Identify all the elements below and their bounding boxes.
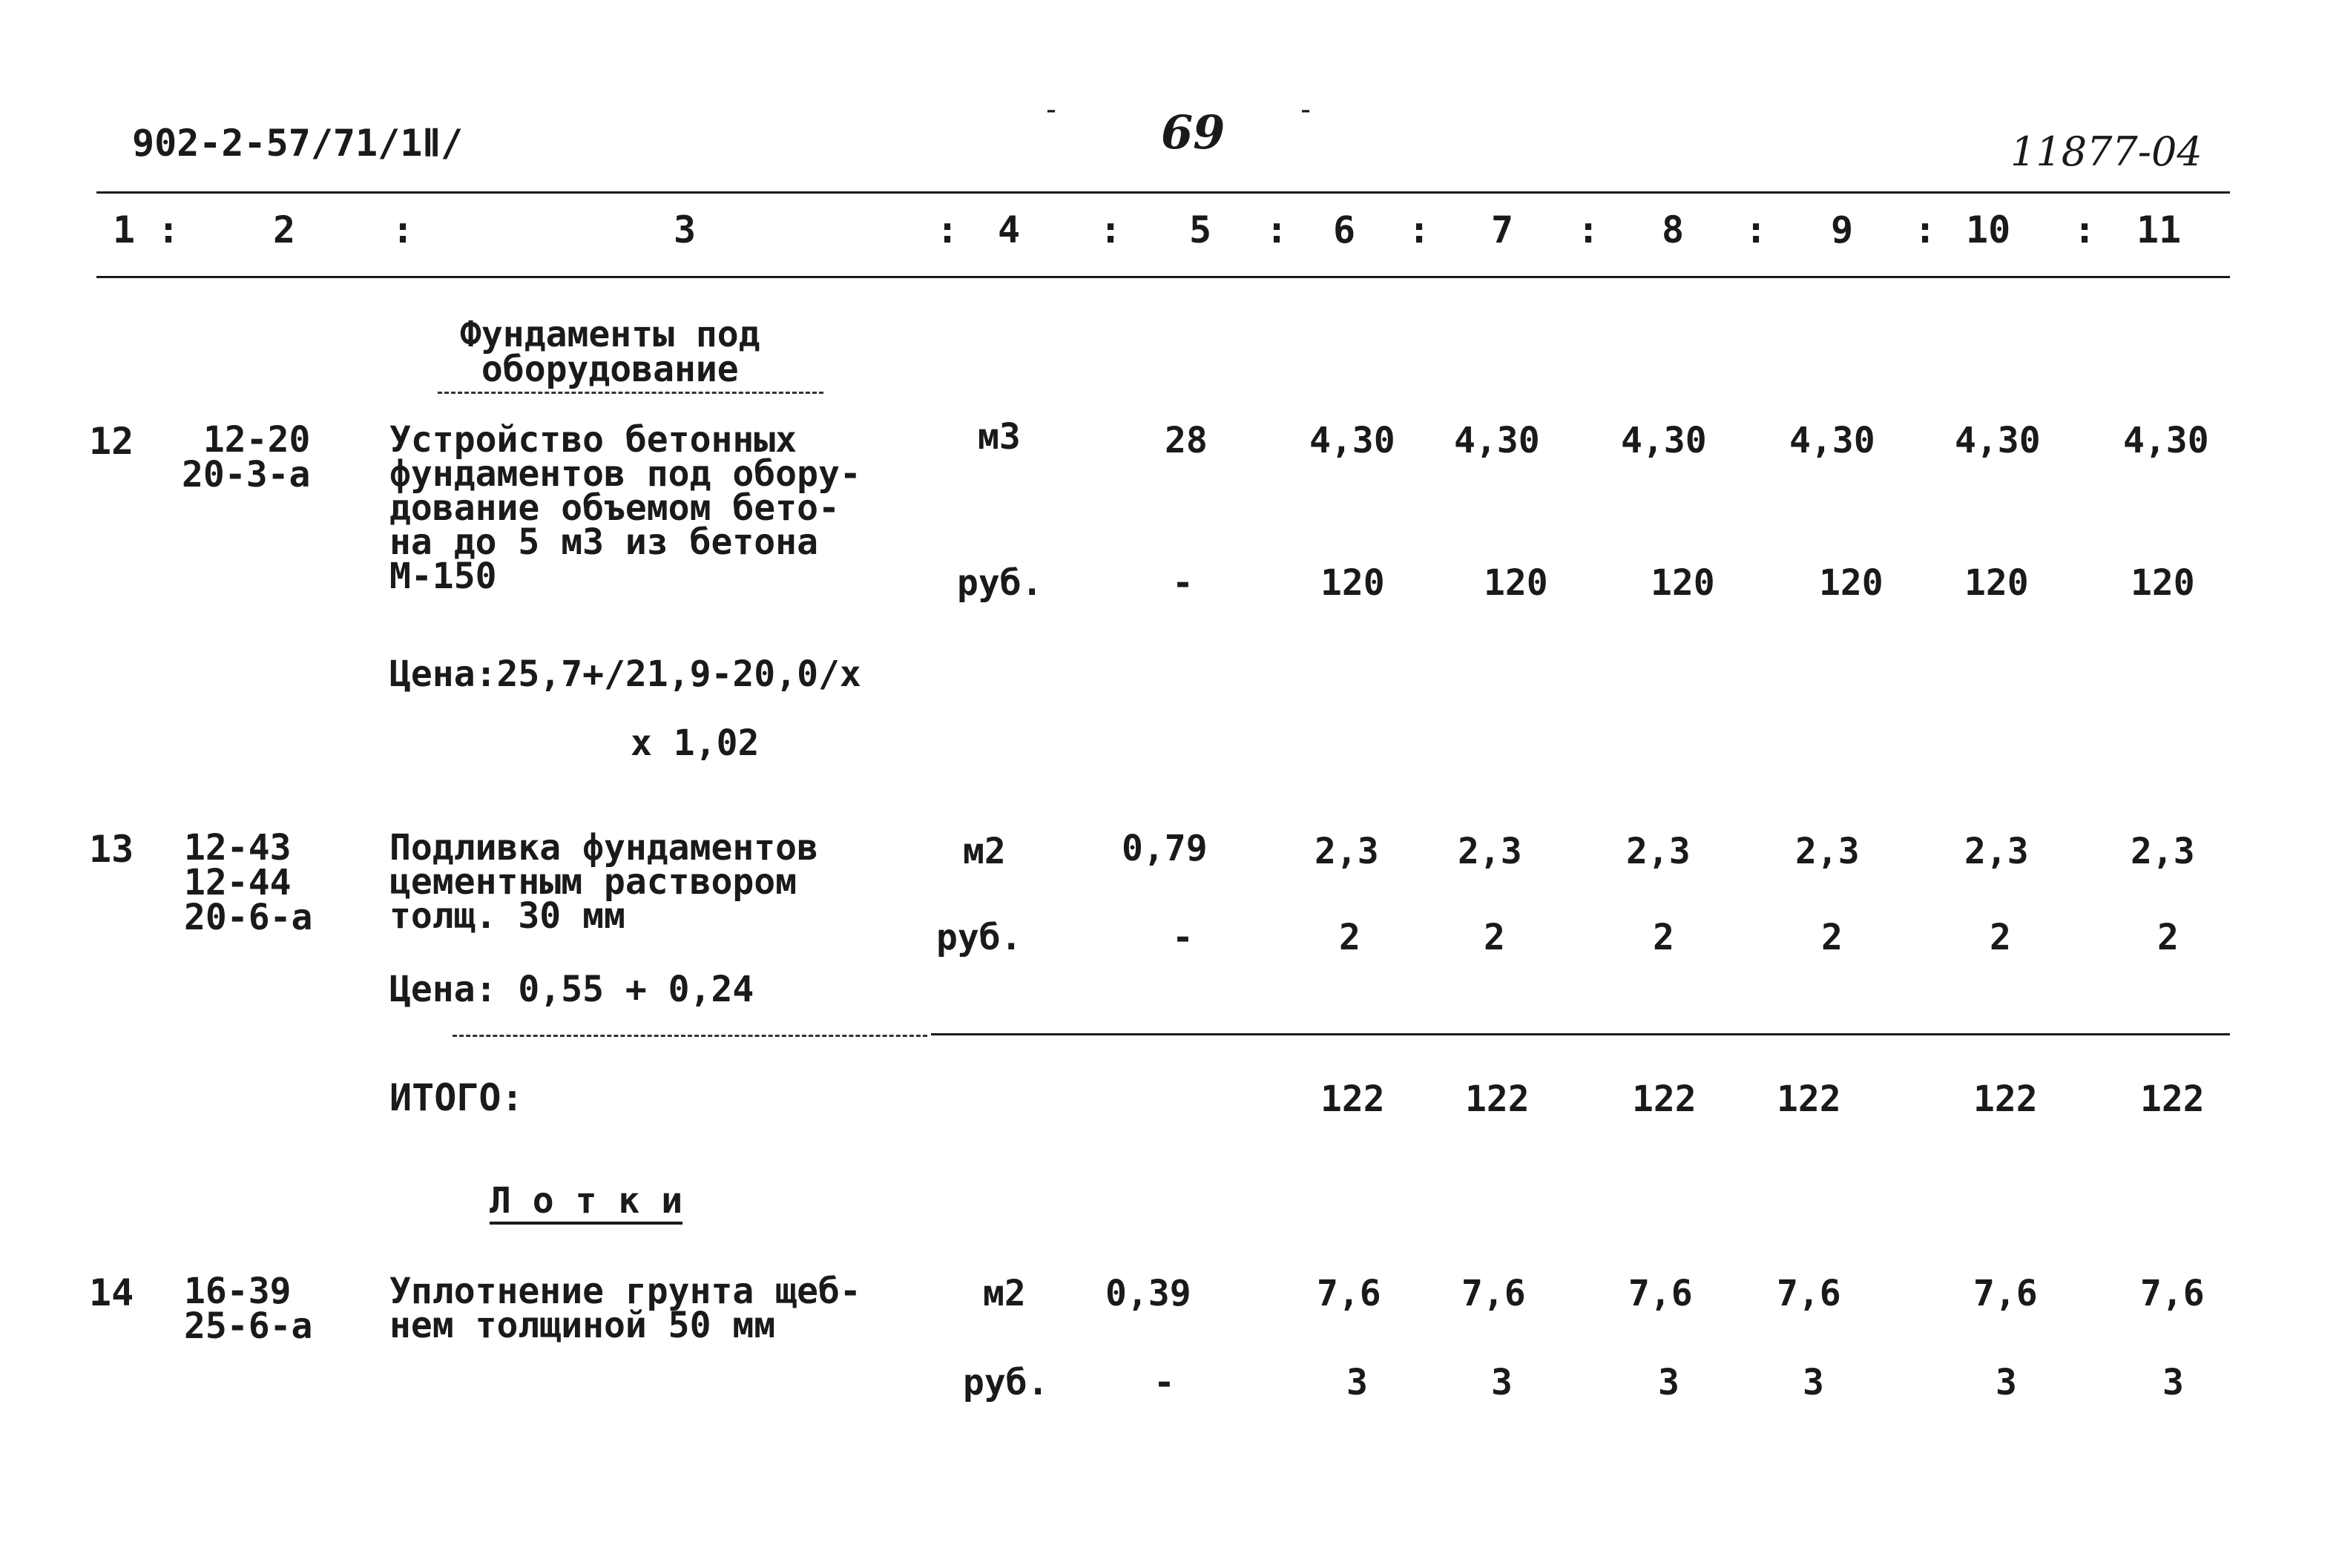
column-header: 9 <box>1831 208 1854 251</box>
row-value: 7,6 <box>1317 1273 1381 1314</box>
column-header: 1 <box>113 208 136 251</box>
row-value: 4,30 <box>1955 420 2041 461</box>
row-value: 7,6 <box>2140 1273 2205 1314</box>
row-value-rub: 3 <box>1346 1362 1368 1403</box>
row-value: 7,6 <box>1461 1273 1526 1314</box>
row-value-rub: 120 <box>2131 562 2195 604</box>
row-quantity: 28 <box>1165 420 1208 461</box>
row-unit-rub: руб. <box>963 1362 1049 1403</box>
column-separator: : <box>1914 208 1937 251</box>
row-number: 12 <box>89 420 134 463</box>
row-price-multiplier: х 1,02 <box>631 722 760 764</box>
total-value: 122 <box>1632 1078 1697 1120</box>
total-value: 122 <box>2140 1078 2205 1120</box>
header-top-rule <box>96 191 2230 194</box>
column-header: 8 <box>1662 208 1685 251</box>
row-number: 14 <box>89 1271 134 1314</box>
column-header: 5 <box>1189 208 1212 251</box>
total-value: 122 <box>1320 1078 1385 1120</box>
column-header: 10 <box>1966 208 2011 251</box>
row-codes: 12-43 12-44 20-6-а <box>184 827 313 938</box>
row-value-rub: 2 <box>1484 917 1505 958</box>
row-value: 2,3 <box>1964 831 2029 872</box>
row-value-rub: 3 <box>1996 1362 2017 1403</box>
row-codes: 16-39 25-6-а <box>184 1271 313 1347</box>
row-value: 4,30 <box>2123 420 2209 461</box>
row-description: Уплотнение грунта щеб- нем толщиной 50 мм <box>389 1271 861 1346</box>
archive-stamp: 11877-04 <box>2010 128 2203 175</box>
row-unit: м3 <box>978 416 1021 458</box>
row-value-rub: 3 <box>1803 1362 1824 1403</box>
row-unit: м2 <box>963 831 1006 872</box>
column-separator: : <box>157 208 180 251</box>
row-value-rub: 120 <box>1320 562 1385 604</box>
row-unit-rub: руб. <box>936 917 1022 958</box>
row-unit: м2 <box>983 1273 1026 1314</box>
column-header: 3 <box>674 208 697 251</box>
document-code: 902-2-57/71/1Ⅱ/ <box>132 122 464 165</box>
header-mark-right: - <box>1297 93 1315 127</box>
total-value: 122 <box>1465 1078 1530 1120</box>
row-value-rub: 3 <box>1658 1362 1680 1403</box>
row-unit-rub: руб. <box>957 562 1043 604</box>
row-value-rub: 2 <box>1339 917 1361 958</box>
row-value: 7,6 <box>1973 1273 2038 1314</box>
column-header: 7 <box>1491 208 1514 251</box>
total-dashed-rule <box>453 1035 927 1037</box>
row-quantity-rub: - <box>1154 1362 1175 1403</box>
row-price: Цена: 0,55 + 0,24 <box>389 969 754 1010</box>
row-quantity-rub: - <box>1172 562 1194 604</box>
column-header: 2 <box>273 208 296 251</box>
header-mark-left: - <box>1042 93 1061 127</box>
row-value-rub: 120 <box>1819 562 1884 604</box>
column-separator: : <box>1408 208 1431 251</box>
row-quantity: 0,79 <box>1122 828 1208 869</box>
row-value: 4,30 <box>1309 420 1395 461</box>
column-separator: : <box>392 208 415 251</box>
header-bottom-rule <box>96 276 2230 278</box>
total-value: 122 <box>1777 1078 1841 1120</box>
row-value-rub: 3 <box>1491 1362 1513 1403</box>
row-value-rub: 3 <box>2162 1362 2184 1403</box>
page-number: 69 <box>1161 105 1226 159</box>
column-separator: : <box>1266 208 1289 251</box>
row-value: 2,3 <box>2131 831 2195 872</box>
column-separator: : <box>1099 208 1122 251</box>
row-value: 7,6 <box>1777 1273 1841 1314</box>
row-value: 2,3 <box>1626 831 1691 872</box>
row-codes: 12-20 20-3-а <box>182 419 311 495</box>
row-value-rub: 2 <box>1821 917 1843 958</box>
row-value-rub: 2 <box>1653 917 1674 958</box>
column-separator: : <box>2073 208 2096 251</box>
row-value: 2,3 <box>1795 831 1860 872</box>
row-value: 2,3 <box>1315 831 1379 872</box>
row-quantity-rub: - <box>1172 917 1194 958</box>
row-description: Подливка фундаментов цементным раствором толщ. 30 мм <box>389 827 818 937</box>
row-value-rub: 120 <box>1651 562 1715 604</box>
row-description: Устройство бетонных фундаментов под обору- дование объемом бето- на до 5 м3 из бетона М-150 <box>389 419 861 597</box>
row-value: 4,30 <box>1621 420 1707 461</box>
row-value-rub: 2 <box>2157 917 2179 958</box>
row-price: Цена:25,7+/21,9-20,0/х <box>389 653 861 695</box>
row-number: 13 <box>89 828 134 871</box>
row-value-rub: 2 <box>1990 917 2011 958</box>
column-separator: : <box>936 208 959 251</box>
column-separator: : <box>1577 208 1600 251</box>
section-underline <box>438 392 823 394</box>
column-header: 11 <box>2136 208 2182 251</box>
row-value: 4,30 <box>1789 420 1875 461</box>
row-value: 4,30 <box>1454 420 1540 461</box>
column-header: 6 <box>1333 208 1356 251</box>
total-rule <box>931 1033 2230 1035</box>
row-value: 7,6 <box>1628 1273 1693 1314</box>
row-value-rub: 120 <box>1964 562 2029 604</box>
column-header: 4 <box>998 208 1021 251</box>
total-value: 122 <box>1973 1078 2038 1120</box>
column-separator: : <box>1745 208 1768 251</box>
row-value-rub: 120 <box>1484 562 1548 604</box>
total-label: ИТОГО: <box>389 1076 524 1119</box>
section-title: Фундаменты под оборудование <box>460 314 760 390</box>
row-value: 2,3 <box>1458 831 1522 872</box>
row-quantity: 0,39 <box>1105 1273 1191 1314</box>
section-title: Л о т к и <box>490 1183 682 1225</box>
